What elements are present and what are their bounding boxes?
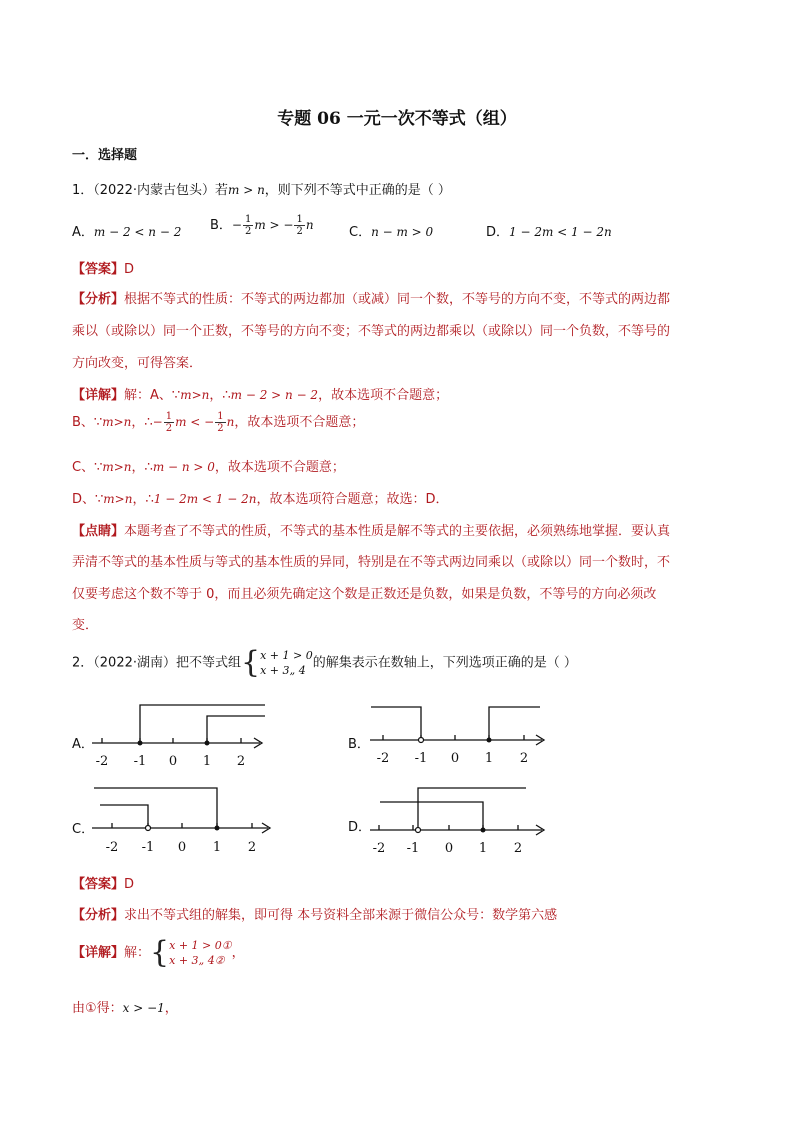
tick-label: 0 [444,841,454,856]
tick-label: -1 [133,754,147,769]
tick-label: 2 [236,754,246,769]
q1-comment-line-3: 仅要考虑这个数不等于 0，而且必须先确定这个数是正数还是负数，如果是负数，不等号的方向必须改 [72,587,657,602]
tick-label: 1 [478,841,488,856]
analysis-text: 根据不等式的性质：不等式的两边都加（或减）同一个数，不等号的方向不变，不等式的两边都 [124,292,671,307]
q2-option-b-label: B． [348,737,370,752]
fraction-one-half: $\frac{1}{2}$ [244,214,252,237]
system-brace: { [241,645,261,680]
q1-detail-b [72,411,364,434]
q2-answer [72,873,134,892]
q1-option-c [349,221,433,240]
option-sign: − [231,218,242,232]
analysis-tag: 【分析】 [72,908,125,923]
detail-text: ，∴ [132,492,154,507]
detail-text: C、∵ [72,460,103,475]
detail-math: m − 2 > n − 2 [230,388,319,402]
detail-text: 解： [124,945,151,961]
q1-comment-line-1 [72,520,670,539]
option-expression: m > − [254,218,294,232]
comment-text: 本题考查了不等式的性质，不等式的基本性质是解不等式的主要依据，必须熟练地掌握．要认真 [124,524,671,539]
detail-text: B、∵ [72,415,103,430]
tick-label: 1 [212,840,222,855]
tick-label: -2 [376,751,390,766]
inequality-system [260,648,313,678]
detail-text: D、∵ [72,492,104,507]
q1-analysis-line-3: 方向改变，可得答案． [72,356,203,371]
option-label: D． [486,225,510,240]
detail-math: 1 − 2m < 1 − 2n [153,492,257,506]
option-label: C． [349,225,372,240]
q1-detail-c [72,456,345,475]
tick-label: -2 [95,754,109,769]
tick-label: 0 [177,840,187,855]
tick-label: 1 [202,754,212,769]
detail-tag: 【详解】 [72,388,125,403]
detail-math: m>n [103,492,133,506]
answer-tag: 【答案】 [72,262,125,277]
fraction-one-half: $\frac{1}{2}$ [165,411,173,434]
answer-value: D [124,262,135,277]
tick-label: -1 [141,840,155,855]
tick-label: -2 [105,840,119,855]
tick-label: 0 [450,751,460,766]
detail-text: ， [231,945,245,961]
detail-text: ，∴ [131,460,153,475]
system-line-1: x + 1 > 0① [169,939,232,952]
q1-stem-prefix: 1．（2022·内蒙古包头）若 [72,183,228,198]
system-line-1: x + 1 > 0 [260,649,313,662]
answer-value: D [124,877,135,892]
detail-math: m − n > 0 [152,460,215,474]
q1-stem [72,179,451,198]
q1-analysis-line-1 [72,288,670,307]
q2-option-c-label: C． [72,822,95,837]
q1-answer [72,258,134,277]
system-line-2: x + 3„ 4② [169,954,225,967]
number-line-option-c [88,784,274,856]
answer-tag: 【答案】 [72,877,125,892]
number-line-option-a [88,700,268,770]
detail-text: ，故本选项不合题意； [318,388,449,403]
q2-stem [72,645,577,680]
tick-label: 1 [484,751,494,766]
analysis-text: 求出不等式组的解集，即可得 本号资料全部来源于微信公众号：数学第六感 [124,908,558,923]
option-label: B． [210,218,232,233]
option-expression: 1 − 2m < 1 − 2n [509,225,612,239]
q1-option-a [72,221,181,240]
detail-text: ，故本选项不合题意； [214,460,345,475]
option-expression: m − 2 < n − 2 [93,225,182,239]
number-line-option-b [366,700,548,770]
q1-comment-line-4: 变． [72,618,99,633]
detail-math: n [226,415,235,429]
detail-math: x > −1 [122,1001,165,1015]
detail-tag: 【详解】 [72,945,125,961]
section-heading: 一．选择题 [72,148,138,163]
q1-detail-a [72,384,448,403]
tick-label: 2 [519,751,529,766]
q1-comment-line-2: 弄清不等式的基本性质与等式的基本性质的异同，特别是在不等式两边同乘以（或除以）同一个数时，不 [72,555,671,570]
analysis-tag: 【分析】 [72,292,125,307]
q1-detail-d [72,488,448,507]
q1-stem-suffix: ，则下列不等式中正确的是（ ） [264,183,451,198]
option-label: A． [72,225,94,240]
q2-stem-prefix: 2．（2022·湖南）把不等式组 [72,655,241,671]
detail-text: 由①得： [72,1001,123,1016]
fraction-one-half: $\frac{1}{2}$ [296,214,303,237]
detail-text: ，故本选项不合题意； [234,415,365,430]
q2-option-a-label: A． [72,737,94,752]
tick-label: -2 [372,841,386,856]
system-line-2: x + 3„ 4 [260,664,306,677]
q1-option-b [210,214,314,237]
detail-text: ，故本选项符合题意；故选：D． [256,492,449,507]
detail-math: m>n [102,415,132,429]
q1-stem-condition: m > n [228,183,265,197]
tick-label: 0 [168,754,178,769]
comment-tag: 【点睛】 [72,524,125,539]
q2-detail [72,935,245,970]
inequality-system [169,938,231,968]
tick-label: -1 [406,841,420,856]
q1-analysis-line-2: 乘以（或除以）同一个正数，不等号的方向不变；不等式的两边都乘以（或除以）同一个负数，不等号的 [72,324,671,339]
q2-stem-suffix: 的解集表示在数轴上，下列选项正确的是（ ） [312,655,577,671]
page-title: 专题 06 一元一次不等式（组） [277,109,517,129]
fraction-one-half: $\frac{1}{2}$ [217,411,224,434]
detail-math: m>n [102,460,132,474]
number-line-option-d [366,784,548,856]
tick-label: -1 [414,751,428,766]
q2-option-d-label: D． [348,820,372,835]
q1-option-d [486,221,612,240]
option-expression: n − m > 0 [371,225,434,239]
detail-math: − [152,415,163,429]
q2-analysis [72,904,557,923]
detail-math: m>n [180,388,210,402]
system-brace: { [150,935,170,970]
detail-math: m < − [175,415,215,429]
tick-label: 2 [247,840,257,855]
detail-text: 解：A、∵ [124,388,181,403]
detail-text: ，∴ [131,415,153,430]
option-expression-end: n [305,218,314,232]
detail-text: ，∴ [209,388,231,403]
detail-text: ， [164,1001,178,1016]
tick-label: 2 [513,841,523,856]
q2-from-1 [72,997,178,1016]
